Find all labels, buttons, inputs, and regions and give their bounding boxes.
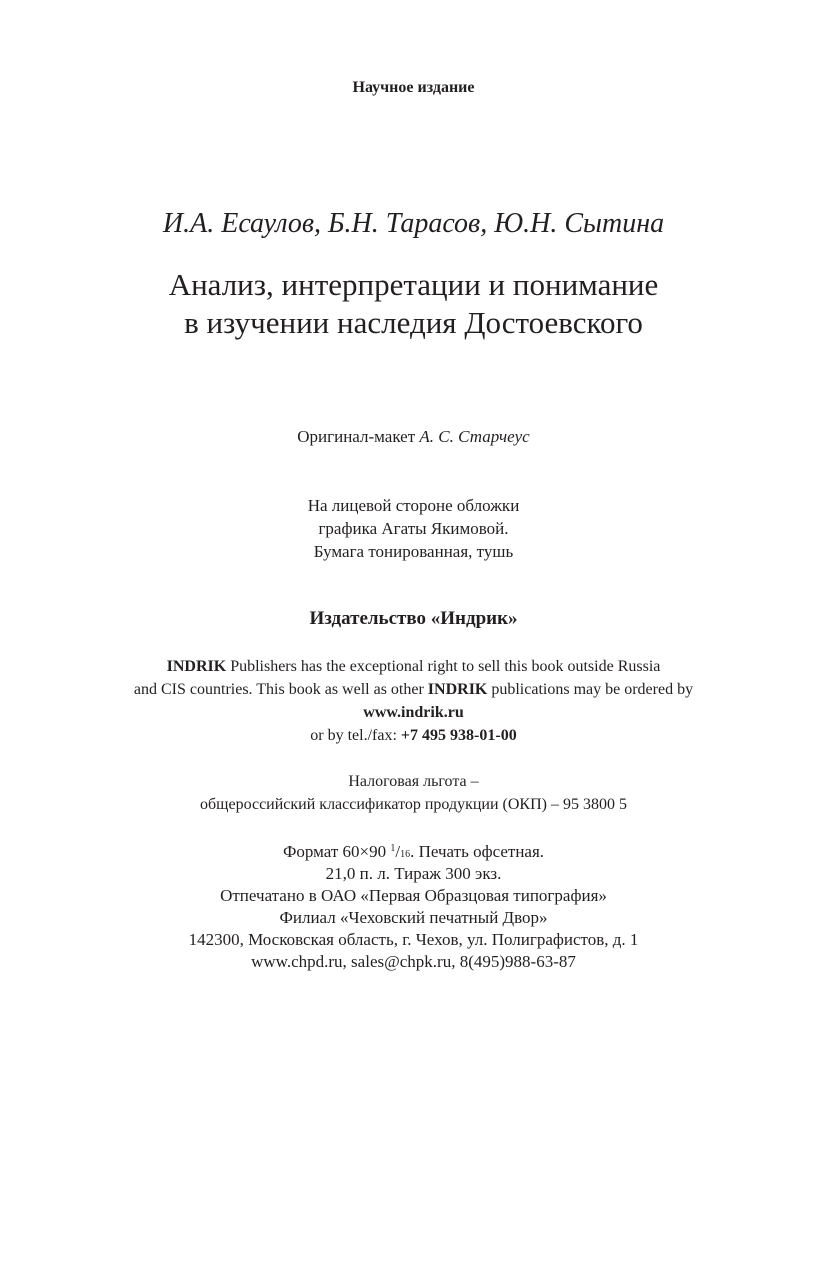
imprint-line-4: 142300, Московская область, г. Чехов, ул. Полиграфистов, д. 1	[188, 930, 639, 949]
rights-line-2-start: and CIS countries. This book as well as other	[133, 681, 428, 698]
rights-line-1	[0, 658, 827, 676]
imprint-line-5: www.chpd.ru, sales@chpk.ru, 8(495)988-63-87	[251, 952, 576, 971]
tax-line-1: Налоговая льгота –	[348, 773, 479, 790]
layout-credit-label: Оригинал-макет	[297, 427, 416, 446]
layout-credit	[0, 427, 827, 447]
authors: И.А. Есаулов, Б.Н. Тарасов, Ю.Н. Сытина	[162, 208, 665, 239]
imprint-line-2: Отпечатано в ОАО «Первая Образцовая типография»	[220, 886, 607, 905]
publisher-phone-line	[0, 727, 827, 745]
format-suffix: . Печать офсетная.	[410, 842, 545, 861]
publisher-website: www.indrik.ru	[363, 704, 464, 721]
format-fraction-numerator: 1	[390, 843, 396, 854]
rights-line-2	[0, 681, 827, 699]
rights-brand-2: INDRIK	[427, 681, 488, 698]
imprint-line-1: 21,0 п. л. Тираж 300 экз.	[325, 864, 502, 883]
imprint-line-3: Филиал «Чеховский печатный Двор»	[279, 908, 548, 927]
format-fraction-denominator: 16	[400, 849, 411, 860]
tax-line-2: общероссийский классификатор продукции (ОКП) – 95 3800 5	[200, 796, 627, 813]
cover-note-line-3: Бумага тонированная, тушь	[313, 542, 514, 561]
book-title-line-1: Анализ, интерпретации и понимание	[168, 267, 659, 302]
tel-label: or by tel./fax:	[310, 727, 401, 744]
format-prefix: Формат 60×90	[282, 842, 391, 861]
edition-type: Научное издание	[352, 79, 475, 96]
rights-brand: INDRIK	[166, 658, 227, 675]
publisher-name: Издательство «Индрик»	[309, 608, 518, 629]
layout-credit-name: А. С. Старчеус	[419, 427, 530, 446]
book-title-line-2: в изучении наследия Достоевского	[184, 305, 643, 340]
tel-number: +7 495 938-01-00	[400, 727, 517, 744]
rights-line-1-text: Publishers has the exceptional right to sell this book outside Russia	[226, 658, 661, 675]
rights-line-2-end: publications may be ordered by	[487, 681, 694, 698]
format-line: Формат 60×90 $^1$/16. Печать офсетная.	[282, 842, 545, 861]
cover-note-line-2: графика Агаты Якимовой.	[318, 519, 509, 538]
cover-note-line-1: На лицевой стороне обложки	[307, 496, 520, 515]
